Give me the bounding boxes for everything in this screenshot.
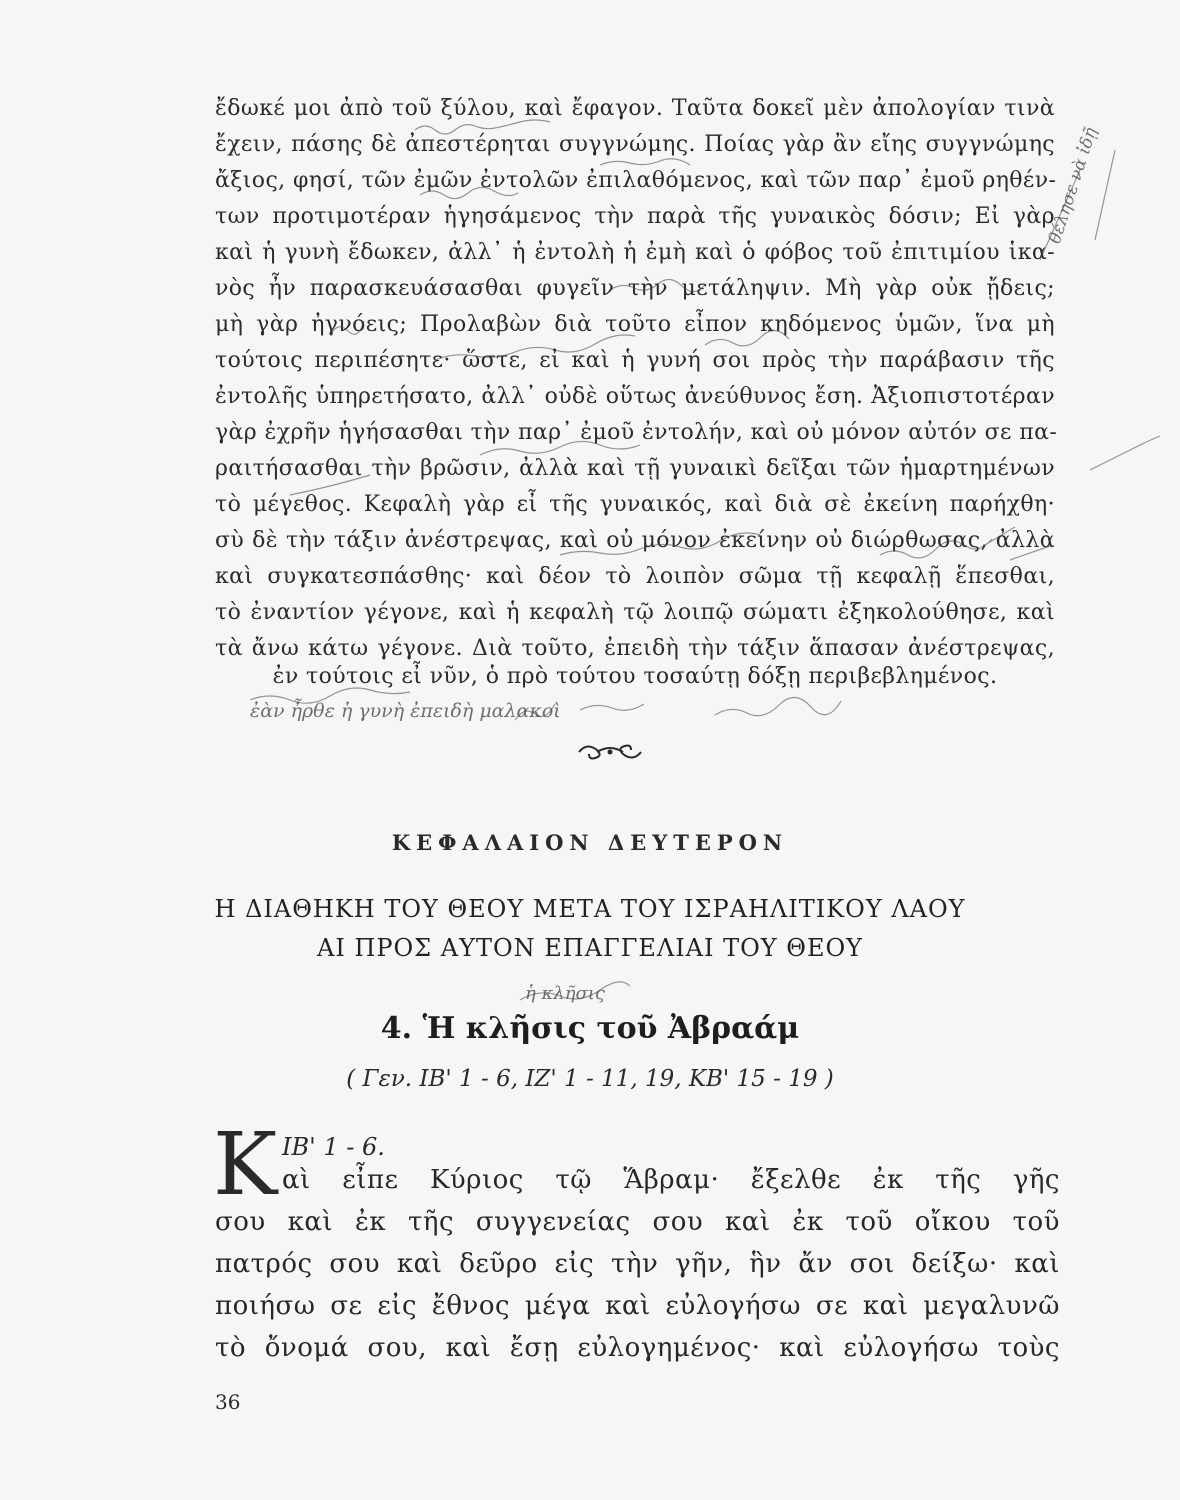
drop-cap-letter: Κ [213,1115,278,1215]
text-line: γὰρ ἐχρῆν ἡγήσασθαι τὴν παρ᾽ ἐμοῦ ἐντολήν, καὶ οὐ μόνον αὐτόν σε πα- [215,420,1058,445]
scripture-line: αὶ εἶπε Κύριος τῷ Ἅβραμ· ἔξελθε ἐκ τῆς γῆς [282,1165,1060,1195]
chapter-label: ΚΕΦΑΛΑΙΟΝ ΔΕΥΤΕΡΟΝ [391,830,789,855]
text-line: τὸ μέγεθος. Κεφαλὴ γὰρ εἶ τῆς γυναικός, καὶ διὰ σὲ ἐκείνη παρήχθη· [215,492,1055,517]
handwriting-under-text: ἐὰν ἦρθε ἡ γυνὴ ἐπειδὴ μαλακοὶ [250,700,561,722]
text-line: ἐντολῆς ὑπηρετήσατο, ἀλλ᾽ οὐδὲ οὕτως ἀνεύθυνος ἔση. Ἀξιοπιστοτέραν [215,384,1055,409]
margin-handwriting: θέλησε νὰ ἰδῇ [1045,125,1102,247]
scripture-line: τὸ ὄνομά σου, καὶ ἔσῃ εὐλογημένος· καὶ εὐλογήσω τοὺς [215,1333,1060,1363]
text-line: ἐν τούτοις εἶ νῦν, ὁ πρὸ τούτου τοσαύτῃ δόξῃ περιβεβλημένος. [272,664,998,689]
text-line: σὺ δὲ τὴν τάξιν ἀνέστρεψας, καὶ οὐ μόνον ἐκείνην οὐ διώρθωσας, ἀλλὰ [215,528,1055,553]
text-line: καὶ ἡ γυνὴ ἔδωκεν, ἀλλ᾽ ἡ ἐντολὴ ἡ ἐμὴ καὶ ὁ φόβος τοῦ ἐπιτιμίου ἱκα- [215,240,1055,265]
text-line: τὸ ἐναντίον γέγονε, καὶ ἡ κεφαλὴ τῷ λοιπῷ σώματι ἐξηκολούθησε, καὶ [215,600,1055,625]
scripture-line: ποιήσω σε εἰς ἔθνος μέγα καὶ εὐλογήσω σε καὶ μεγαλυνῶ [215,1291,1060,1321]
text-line: ἔδωκέ μοι ἀπὸ τοῦ ξύλου, καὶ ἔφαγον. Ταῦτα δοκεῖ μὲν ἀπολογίαν τινὰ [215,96,1055,121]
page-number: 36 [215,1390,241,1414]
chapter-title-line-2: ΑΙ ΠΡΟΣ ΑΥΤΟΝ ΕΠΑΓΓΕΛΙΑΙ ΤΟΥ ΘΕΟΥ [316,934,863,962]
text-line: ἄξιος, φησί, τῶν ἐμῶν ἐντολῶν ἐπιλαθόμενος, καὶ τῶν παρ᾽ ἐμοῦ ρηθέν- [215,168,1057,193]
text-line: ἔχειν, πάσης δὲ ἀπεστέρηται συγγνώμης. Ποίας γὰρ ἂν εἴης συγγνώμης [215,132,1055,157]
text-line: μὴ γὰρ ἠγνόεις; Προλαβὼν διὰ τοῦτο εἶπον κηδόμενος ὑμῶν, ἵνα μὴ [215,312,1055,337]
text-line: ραιτήσασθαι τὴν βρῶσιν, ἀλλὰ καὶ τῇ γυναικὶ δεῖξαι τῶν ἡμαρτημένων [215,456,1055,481]
text-line: νὸς ἦν παρασκευάσασθαι φυγεῖν τὴν μετάληψιν. Μὴ γὰρ οὐκ ᾔδεις; [215,276,1055,301]
chapter-title-line-1: Η ΔΙΑΘΗΚΗ ΤΟΥ ΘΕΟΥ ΜΕΤΑ ΤΟΥ ΙΣΡΑΗΛΙΤΙΚΟΥ ΛΑΟΥ [214,895,966,923]
scripture-reference: ( Γεν. ΙΒ' 1 - 6, ΙΖ' 1 - 11, 19, ΚΒ' 15 - 19 ) [346,1066,834,1092]
scripture-line: σου καὶ ἐκ τῆς συγγενείας σου καὶ ἐκ τοῦ οἴκου τοῦ [215,1207,1060,1237]
decorative-fleuron [575,740,645,764]
text-line: τὰ ἄνω κάτω γέγονε. Διὰ τοῦτο, ἐπειδὴ τὴν τάξιν ἅπασαν ἀνέστρεψας, [215,636,1055,661]
section-title: 4. Ἡ κλῆσις τοῦ Ἀβραάμ [380,1011,800,1046]
handwriting-above-title: ἡ κλῆσις [525,983,605,1004]
text-line: τούτοις περιπέσητε· ὥστε, εἰ καὶ ἡ γυνή σοι πρὸς τὴν παράβασιν τῆς [215,348,1055,373]
scripture-line: πατρός σου καὶ δεῦρο εἰς τὴν γῆν, ἣν ἄν σοι δείξω· καὶ [215,1249,1060,1279]
text-line: καὶ συγκατεσπάσθης· καὶ δέον τὸ λοιπὸν σῶμα τῇ κεφαλῇ ἕπεσθαι, [215,564,1055,589]
text-line: των προτιμοτέραν ἡγησάμενος τὴν παρὰ τῆς γυναικὸς δόσιν; Εἰ γὰρ [215,204,1055,229]
verse-reference: ΙΒ' 1 - 6. [282,1133,385,1161]
